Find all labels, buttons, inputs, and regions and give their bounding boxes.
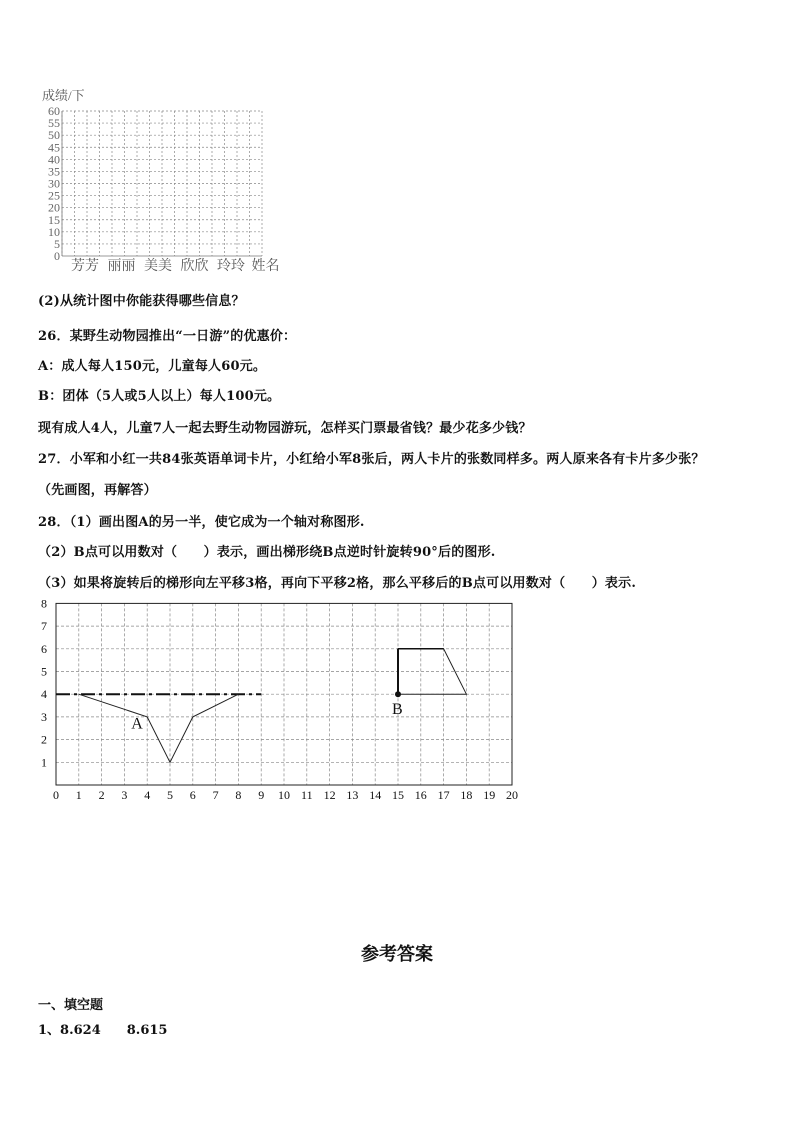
x-tick-label: 9 xyxy=(258,788,265,802)
x-tick-label: 6 xyxy=(189,788,196,802)
category-label: 丽丽 xyxy=(107,259,136,274)
x-axis-label: 姓名 xyxy=(251,259,280,274)
x-tick-label: 13 xyxy=(346,788,359,802)
question-26-question: 现有成人4人，儿童7人一起去野生动物园游玩，怎样买门票最省钱？最少花多少钱？ xyxy=(38,421,532,436)
question-28-1: 28．（1）画出图A的另一半，使它成为一个轴对称图形. xyxy=(38,515,365,530)
answer-section: 一、填空题 xyxy=(38,998,104,1013)
question-26-option-a: A：成人每人150元，儿童每人60元。 xyxy=(38,359,267,374)
x-tick-label: 19 xyxy=(483,788,496,802)
y-tick-label: 35 xyxy=(48,164,60,179)
x-tick-label: 11 xyxy=(301,788,313,802)
question-27-note: （先画图，再解答） xyxy=(38,483,157,498)
x-tick-label: 1 xyxy=(75,788,82,802)
question-28-3: （3）如果将旋转后的梯形向左平移3格，再向下平移2格，那么平移后的B点可以用数对（ ）表示. xyxy=(38,576,637,591)
x-tick-label: 12 xyxy=(323,788,336,802)
y-tick-label: 60 xyxy=(48,104,60,118)
y-tick-label: 45 xyxy=(48,140,60,155)
y-tick-label: 5 xyxy=(41,664,47,679)
x-tick-label: 4 xyxy=(144,788,151,802)
category-label: 欣欣 xyxy=(180,259,209,274)
x-tick-label: 15 xyxy=(392,788,404,802)
x-tick-label: 16 xyxy=(414,788,427,802)
y-tick-label: 6 xyxy=(41,641,47,656)
answer-title: 参考答案 xyxy=(361,944,433,965)
y-tick-label: 15 xyxy=(48,212,60,227)
x-tick-label: 17 xyxy=(437,788,450,802)
x-tick-label: 14 xyxy=(369,788,382,802)
category-label: 芳芳 xyxy=(71,259,99,274)
y-tick-label: 30 xyxy=(48,176,60,191)
point-b xyxy=(395,691,401,697)
x-tick-label: 5 xyxy=(167,788,173,802)
question-25-2: (2)从统计图中你能获得哪些信息？ xyxy=(38,294,245,309)
x-tick-label: 8 xyxy=(235,788,242,802)
y-tick-label: 20 xyxy=(48,200,60,215)
x-tick-label: 20 xyxy=(506,788,518,802)
y-tick-label: 5 xyxy=(54,236,60,251)
x-tick-label: 2 xyxy=(98,788,105,802)
category-label: 玲玲 xyxy=(217,259,245,274)
question-27: 27．小军和小红一共84张英语单词卡片，小红给小军8张后，两人卡片的张数同样多。两人原来各有卡片多少张？ xyxy=(38,452,705,467)
y-tick-label: 40 xyxy=(48,152,60,167)
y-tick-label: 2 xyxy=(41,732,47,747)
x-tick-label: 3 xyxy=(121,788,128,802)
figure-a xyxy=(79,694,239,762)
y-tick-label: 3 xyxy=(41,709,47,724)
y-tick-label: 1 xyxy=(41,755,47,770)
category-label: 美美 xyxy=(144,259,172,274)
y-tick-label: 4 xyxy=(41,687,47,702)
y-tick-label: 0 xyxy=(54,249,60,263)
y-tick-label: 8 xyxy=(41,596,47,611)
y-tick-label: 55 xyxy=(48,116,60,131)
y-tick-label: 25 xyxy=(48,188,60,203)
y-tick-label: 10 xyxy=(48,224,60,239)
question-26-title: 26．某野生动物园推出“一日游”的优惠价： xyxy=(38,329,297,344)
score-bar-chart xyxy=(36,84,296,279)
figure-a-label: A xyxy=(131,715,143,733)
y-axis-label: 成绩/下 xyxy=(42,88,85,103)
y-tick-label: 7 xyxy=(41,619,47,634)
x-tick-label: 7 xyxy=(212,788,219,802)
question-26-option-b: B：团体（5人或5人以上）每人100元。 xyxy=(38,389,281,404)
point-b-label: B xyxy=(392,701,403,719)
coordinate-grid xyxy=(36,588,526,808)
answer-line-1: 1、8.624 8.615 xyxy=(38,1023,168,1038)
x-tick-label: 0 xyxy=(53,788,59,802)
question-28-2: （2）B点可以用数对（ ）表示，画出梯形绕B点逆时针旋转90°后的图形. xyxy=(38,545,496,560)
y-tick-label: 50 xyxy=(48,128,60,143)
x-tick-label: 18 xyxy=(460,788,473,802)
x-tick-label: 10 xyxy=(278,788,290,802)
